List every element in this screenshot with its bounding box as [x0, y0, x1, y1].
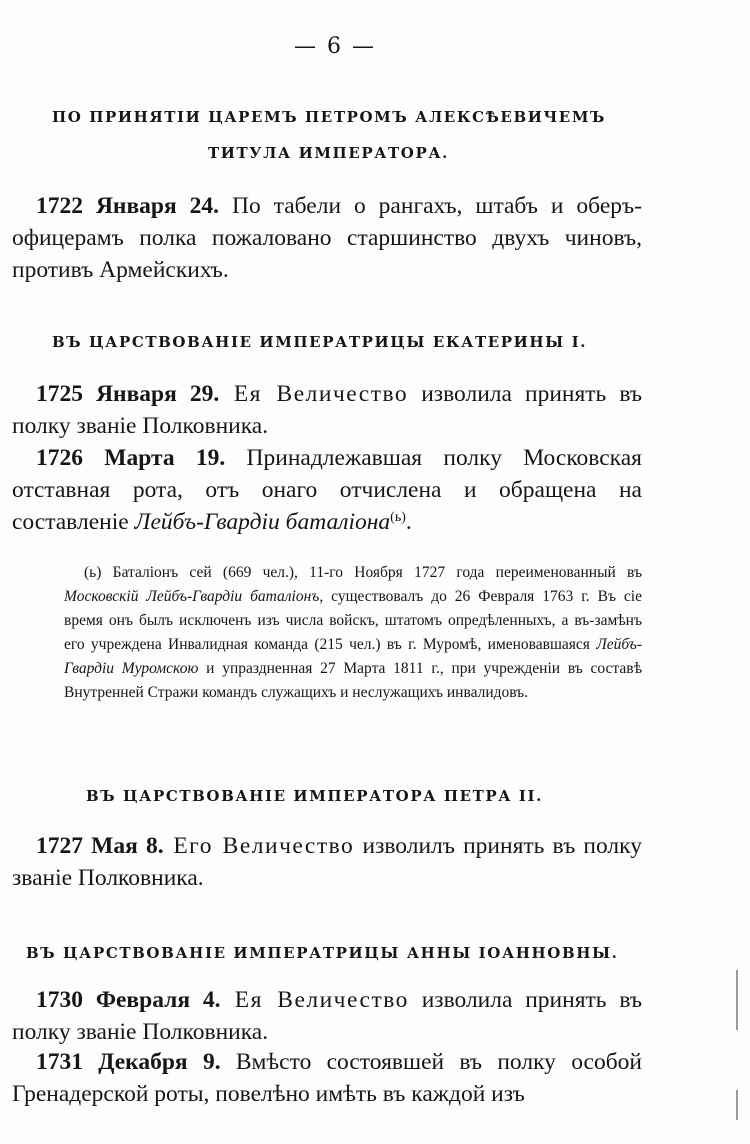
entry-date: 1722 Января 24.	[36, 193, 220, 219]
entry-text: изволила принять въ полку званіе Полковника.	[12, 987, 642, 1045]
entry-date: 1731 Декабря 9.	[36, 1049, 221, 1075]
entry-1730	[12, 984, 642, 1048]
entry-date: 1726 Марта 19.	[36, 445, 226, 471]
footnote-b	[64, 561, 642, 705]
entry-date: 1730 Февраля 4.	[36, 987, 221, 1013]
entry-text: изволилъ принять въ полку званіе Полковника.	[12, 833, 642, 891]
entry-lead: Ея Величество	[219, 381, 409, 407]
footnote-text-1: (ь) Баталіонъ сей (669 чел.), 11-го Ноября 1727 года переименованный въ	[84, 564, 642, 581]
entry-end: .	[405, 509, 412, 535]
entry-text: Принадлежавшая полку Московская отставная рота, отъ онаго отчислена и обращена на составленіе	[12, 445, 642, 535]
scan-edge-mark	[736, 1090, 738, 1120]
footnote-italic-2: Лейбъ-Гвардіи Муромскою	[64, 636, 642, 677]
entry-date: 1725 Января 29.	[36, 381, 220, 407]
scan-edge-mark	[736, 970, 738, 1030]
entry-text: Вмѣсто состоявшей въ полку особой Гренадерской роты, повелѣно имѣть въ каждой изъ	[12, 1049, 643, 1107]
section-heading-catherine-i: ВЪ ЦАРСТВОВАНІЕ ИМПЕРАТРИЦЫ ЕКАТЕРИНЫ I.	[52, 333, 588, 351]
section-heading-anna-ioannovna: ВЪ ЦАРСТВОВАНІЕ ИМПЕРАТРИЦЫ АННЫ ІОАННОВНЫ.	[26, 944, 619, 962]
footnote-text-2: , существовалъ до 26 Февраля 1763 г. Въ сіе время онъ былъ исключенъ изъ числа войскъ, штатомъ опредѣленныхъ, а въ-замѣнъ его учреждена Инвалидная команда (215 чел.) въ г. Муромѣ, именовавшаяся	[64, 588, 642, 653]
entry-1722	[12, 190, 642, 286]
entry-lead: Ея Величество	[220, 987, 409, 1013]
footnote-italic-1: Московскій Лейбъ-Гвардіи баталіонъ	[64, 588, 320, 605]
entry-date: 1727 Мая 8.	[36, 833, 164, 859]
entry-text: По табели о рангахъ, штабъ и оберъ-офицерамъ полка пожаловано старшинство двухъ чиновъ, противъ Армейскихъ.	[12, 193, 642, 283]
entry-1727	[12, 830, 642, 894]
entry-1725	[12, 378, 642, 442]
entry-lead: Его Величество	[163, 833, 355, 859]
footnote-text-3: и упраздненная 27 Марта 1811 г., при учрежденіи въ составѣ Внутренней Стражи командъ служащихъ и неслужащихъ инвалидовъ.	[64, 660, 642, 701]
section-heading-peter-emperor-line1: ПО ПРИНЯТІИ ЦАРЕМЪ ПЕТРОМЪ АЛЕКСѢЕВИЧЕМЪ	[52, 108, 606, 126]
entry-1731	[12, 1046, 642, 1110]
page-number: — 6 —	[294, 34, 376, 59]
entry-text: изволила принять въ полку званіе Полковника.	[12, 381, 642, 439]
entry-italic: Лейбъ-Гвардіи баталіона	[134, 509, 391, 535]
section-heading-peter-ii: ВЪ ЦАРСТВОВАНІЕ ИМПЕРАТОРА ПЕТРА II.	[86, 787, 543, 805]
footnote-marker: (ь)	[390, 510, 406, 525]
section-heading-peter-emperor-line2: ТИТУЛА ИМПЕРАТОРА.	[208, 144, 449, 162]
entry-1726	[12, 442, 642, 538]
